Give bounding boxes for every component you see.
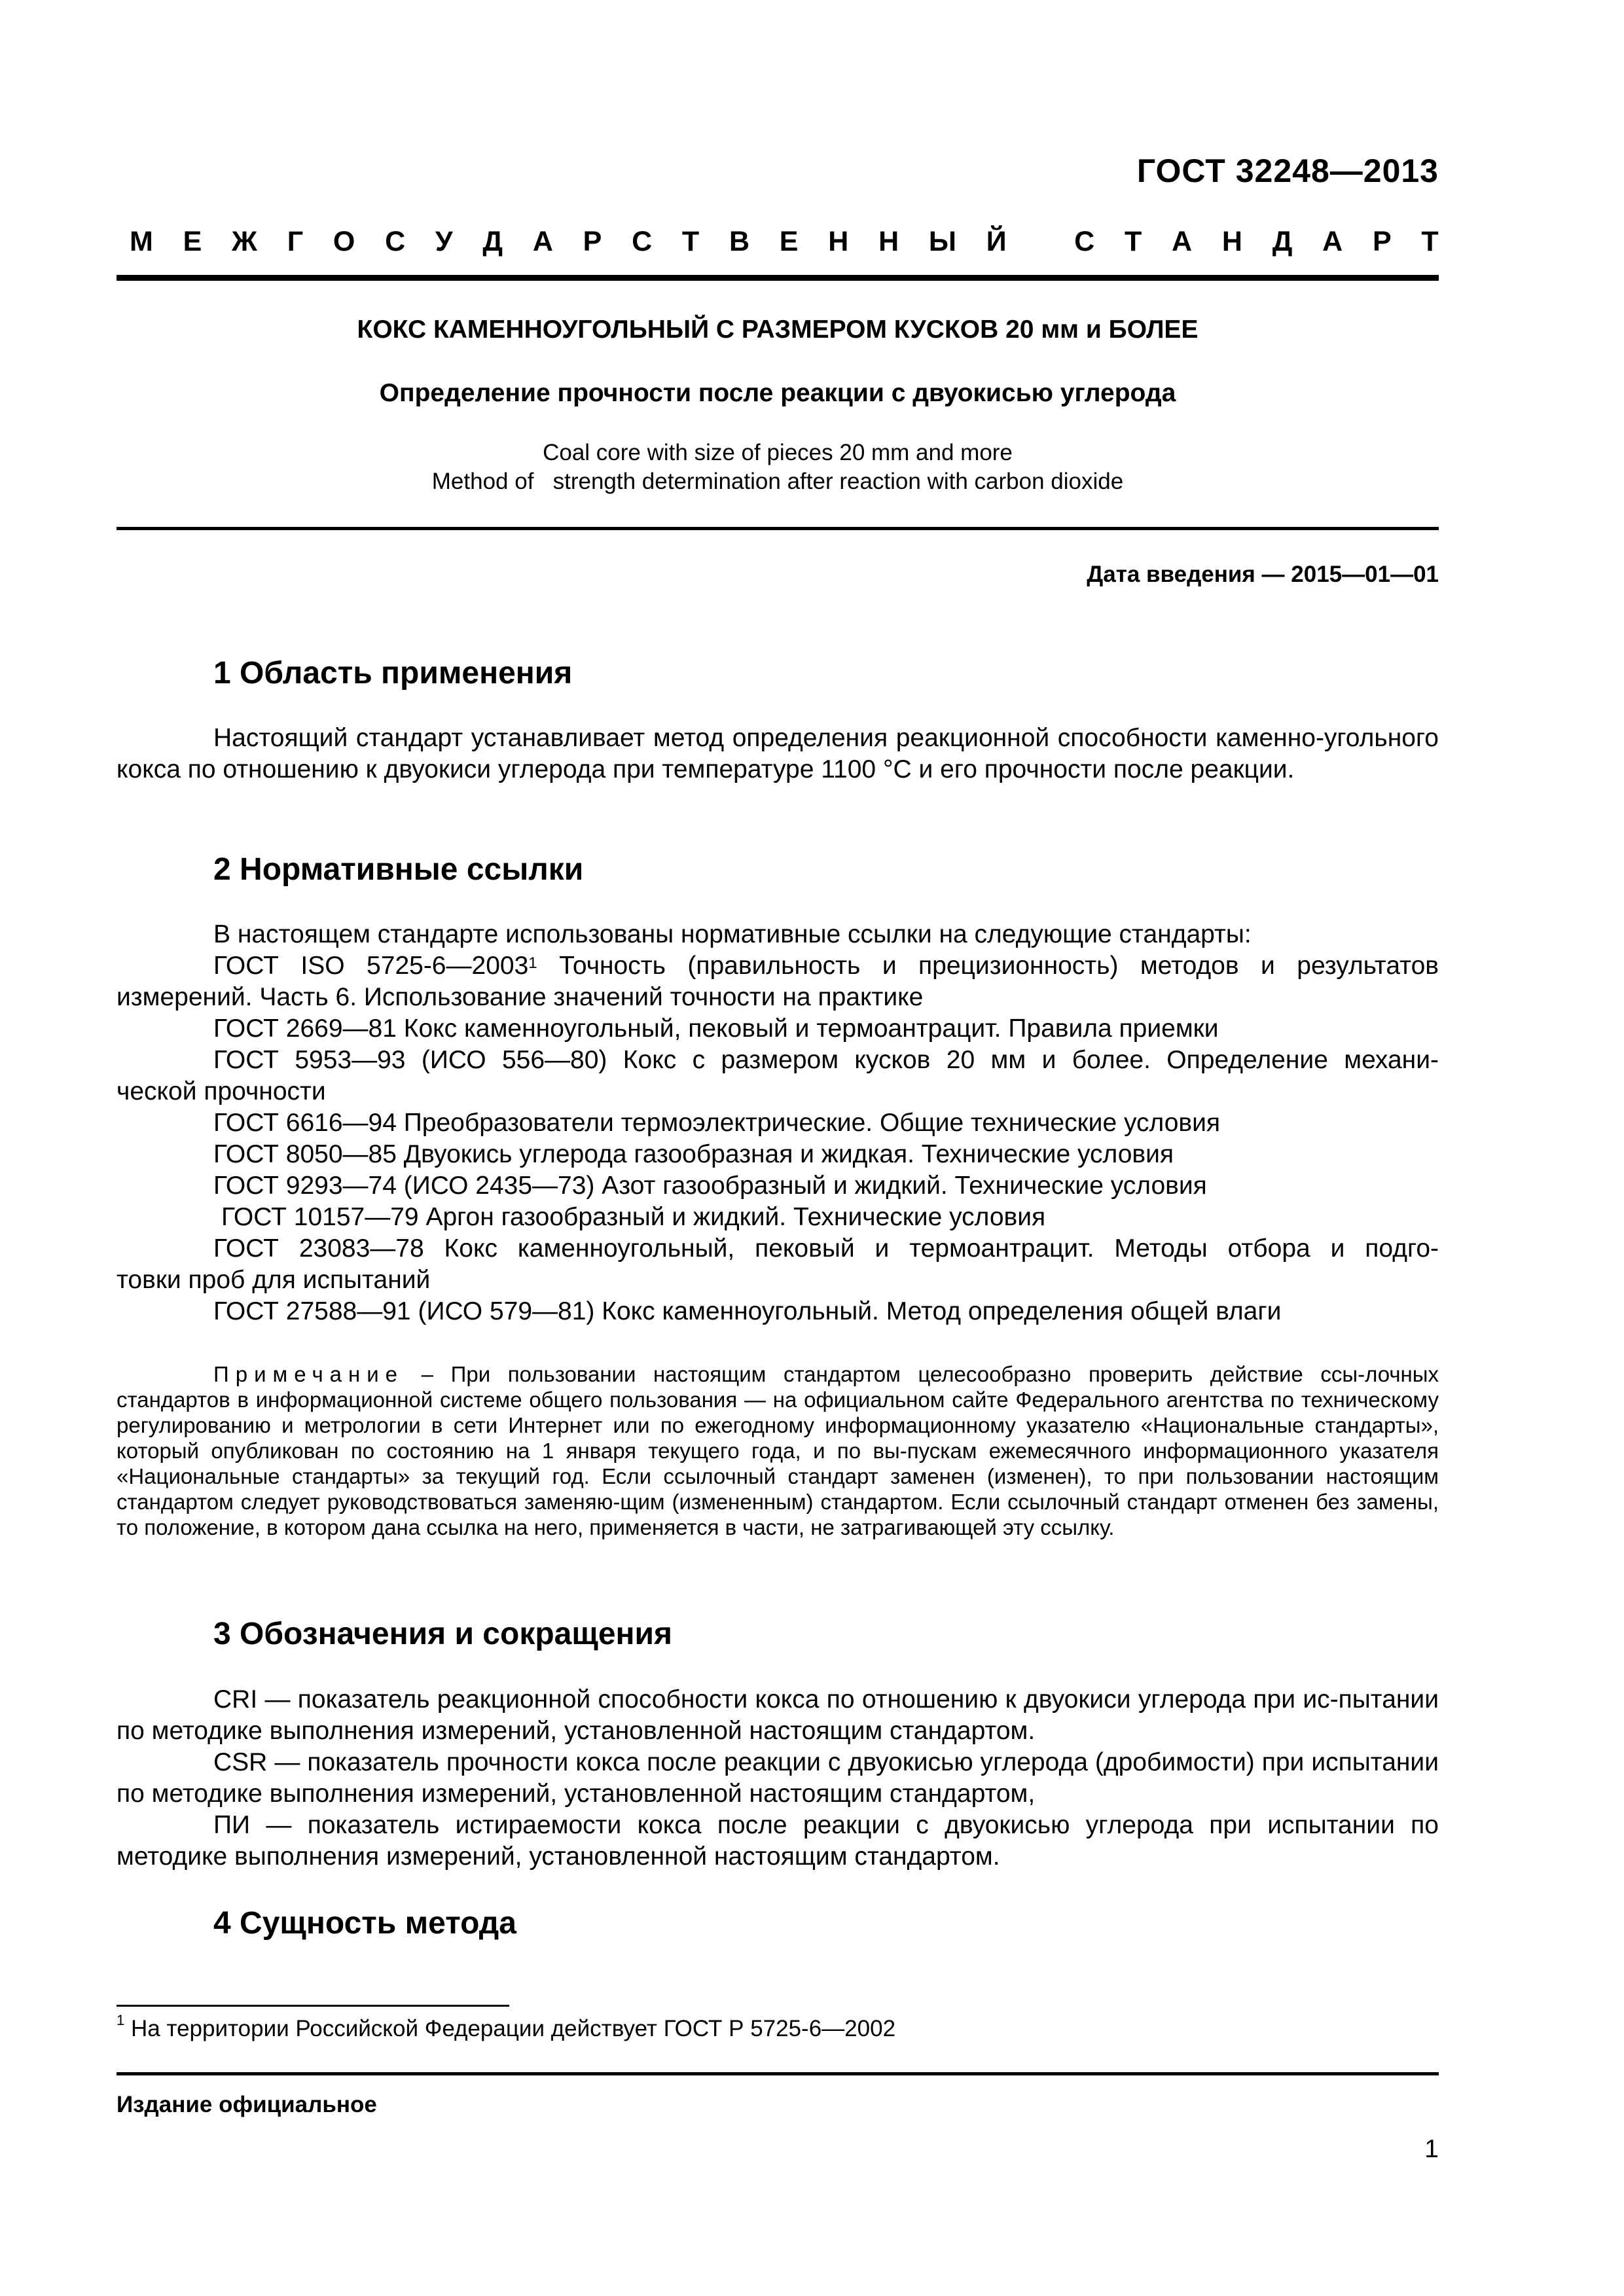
footnote-marker: 1 xyxy=(528,954,537,972)
banner-letter: У xyxy=(435,226,453,257)
ref-iso-code: ГОСТ ISO 5725-6—2003 xyxy=(213,952,529,980)
document-subtitle: Определение прочности после реакции с двуокисью углерода xyxy=(379,379,1176,407)
banner-letter: С xyxy=(385,226,406,257)
banner-letter: Т xyxy=(681,226,700,257)
definition-pi-text: ПИ — показатель истираемости кокса после реакции с двуокисью углерода при испытании по методике выполнения измерений, установленной настоящим стандартом. xyxy=(117,1811,1439,1871)
banner-letter: А xyxy=(532,226,553,257)
ref-gost-5953: ГОСТ 5953—93 (ИСО 556—80) Кокс с размером кусков 20 мм и более. Определение механи- xyxy=(213,1046,1439,1074)
banner-letter: Д xyxy=(482,226,503,257)
note-text: – При пользовании настоящим стандартом целесообразно проверить действие ссы-лочных стандартов в информационной системе общего пользования — на официальном сайте Федерального агентства по техническому регулированию и метрологии в сети Интернет или по ежегодному информационному указателю «Национальные стандарты», который опубликован по состоянию на 1 января текущего года, и по вы-пускам ежемесячного информационного указателя «Национальные стандарты» за текущий год. Если ссылочный стандарт заменен (изменен), то при пользовании настоящим стандартом следует руководствоваться заменяю-щим (измененным) стандартом. Если ссылочный стандарт отменен без замены, то положение, в котором дана ссылка на него, применяется в части, не затрагивающей эту ссылку. xyxy=(117,1362,1439,1539)
official-edition-label: Издание официальное xyxy=(117,2092,377,2117)
banner-letter xyxy=(1036,226,1044,258)
footnote-rule xyxy=(117,2005,509,2007)
banner-letter: А xyxy=(1172,226,1193,257)
english-title-line-2: Method of strength determination after reaction with carbon dioxide xyxy=(431,469,1124,494)
footnote xyxy=(117,2012,896,2042)
ref-gost-8050: ГОСТ 8050—85 Двуокись углерода газообразная и жидкая. Технические условия xyxy=(213,1140,1174,1168)
ref-gost-23083-cont: товки проб для испытаний xyxy=(117,1266,431,1294)
standard-number: ГОСТ 32248—2013 xyxy=(1136,152,1439,189)
definition-csr xyxy=(117,1747,1439,1810)
banner-letter: Н xyxy=(878,226,899,257)
refs-intro: В настоящем стандарте использованы нормативные ссылки на следующие стандарты: xyxy=(213,920,1252,948)
banner-letter: Й xyxy=(986,226,1007,257)
ref-gost-10157: ГОСТ 10157—79 Аргон газообразный и жидкий. Технические условия xyxy=(221,1203,1046,1231)
banner-letter: Г xyxy=(287,226,304,257)
section-3-heading: 3 Обозначения и сокращения xyxy=(213,1617,673,1651)
ref-iso-5725-6-cont: измерений. Часть 6. Использование значений точности на практике xyxy=(117,983,924,1011)
definition-cri xyxy=(117,1684,1439,1747)
introduction-date: Дата введения — 2015—01—01 xyxy=(1087,562,1439,587)
banner-letter: О xyxy=(333,226,355,257)
section-1-text-content: Настоящий стандарт устанавливает метод определения реакционной способности каменно-угольного кокса по отношению к двуокиси углерода при температуре 1100 °С и его прочности после реакции. xyxy=(117,724,1439,783)
footer-rule xyxy=(117,2072,1439,2075)
ref-gost-23083: ГОСТ 23083—78 Кокс каменноугольный, пековый и термоантрацит. Методы отбора и подго- xyxy=(213,1234,1439,1263)
banner-letter: Р xyxy=(583,226,602,257)
banner-letter: Д xyxy=(1272,226,1293,257)
banner-letter: Ы xyxy=(928,226,957,257)
ref-gost-5953-cont: ческой прочности xyxy=(117,1077,326,1105)
definition-cri-text: CRI — показатель реакционной способности кокса по отношению к двуокиси углерода при ис-пытании по методике выполнения измерений, установленной настоящим стандартом. xyxy=(117,1685,1439,1745)
definition-pi xyxy=(117,1810,1439,1873)
english-title-line-1: Coal core with size of pieces 20 mm and more xyxy=(543,440,1013,465)
section-2-heading: 2 Нормативные ссылки xyxy=(213,852,584,887)
banner-letter: Ж xyxy=(232,226,257,257)
definition-csr-text: CSR — показатель прочности кокса после реакции с двуокисью углерода (дробимости) при испытании по методике выполнения измерений, установленной настоящим стандартом, xyxy=(117,1748,1439,1808)
section-4-heading: 4 Сущность метода xyxy=(213,1906,516,1941)
section-1-text xyxy=(117,723,1439,785)
banner-letter: С xyxy=(1074,226,1095,257)
english-title xyxy=(117,439,1439,496)
banner-letter: Н xyxy=(828,226,849,257)
ref-gost-2669: ГОСТ 2669—81 Кокс каменноугольный, пековый и термоантрацит. Правила приемки xyxy=(213,1014,1219,1043)
banner-letter: Р xyxy=(1372,226,1392,257)
banner-letter: В xyxy=(729,226,750,257)
header-rule xyxy=(117,275,1439,281)
banner-letter: Н xyxy=(1221,226,1242,257)
note-block xyxy=(117,1361,1439,1540)
interstate-standard-banner xyxy=(130,226,1439,258)
footnote-mark: 1 xyxy=(117,2012,125,2028)
ref-gost-9293: ГОСТ 9293—74 (ИСО 2435—73) Азот газообразный и жидкий. Технические условия xyxy=(213,1172,1207,1200)
banner-letter: Т xyxy=(1421,226,1439,257)
banner-letter: М xyxy=(130,226,153,257)
document-title: КОКС КАМЕННОУГОЛЬНЫЙ С РАЗМЕРОМ КУСКОВ 20 мм и БОЛЕЕ xyxy=(357,315,1199,344)
footnote-text: На территории Российской Федерации действует ГОСТ Р 5725-6—2002 xyxy=(124,2016,896,2041)
banner-letter: Е xyxy=(779,226,799,257)
banner-letter: Е xyxy=(183,226,202,257)
page-number: 1 xyxy=(1424,2135,1439,2163)
banner-letter: С xyxy=(632,226,653,257)
ref-gost-6616: ГОСТ 6616—94 Преобразователи термоэлектрические. Общие технические условия xyxy=(213,1109,1221,1137)
title-rule xyxy=(117,527,1439,530)
banner-letter: Т xyxy=(1125,226,1142,257)
banner-letter: А xyxy=(1322,226,1343,257)
ref-iso-5725-6 xyxy=(213,950,1439,982)
ref-gost-27588: ГОСТ 27588—91 (ИСО 579—81) Кокс каменноугольный. Метод определения общей влаги xyxy=(213,1297,1282,1325)
section-1-heading: 1 Область применения xyxy=(213,656,573,691)
note-label: Примечание xyxy=(213,1362,405,1386)
ref-iso-title: Точность (правильность и прецизионность) методов и результатов xyxy=(537,952,1439,980)
